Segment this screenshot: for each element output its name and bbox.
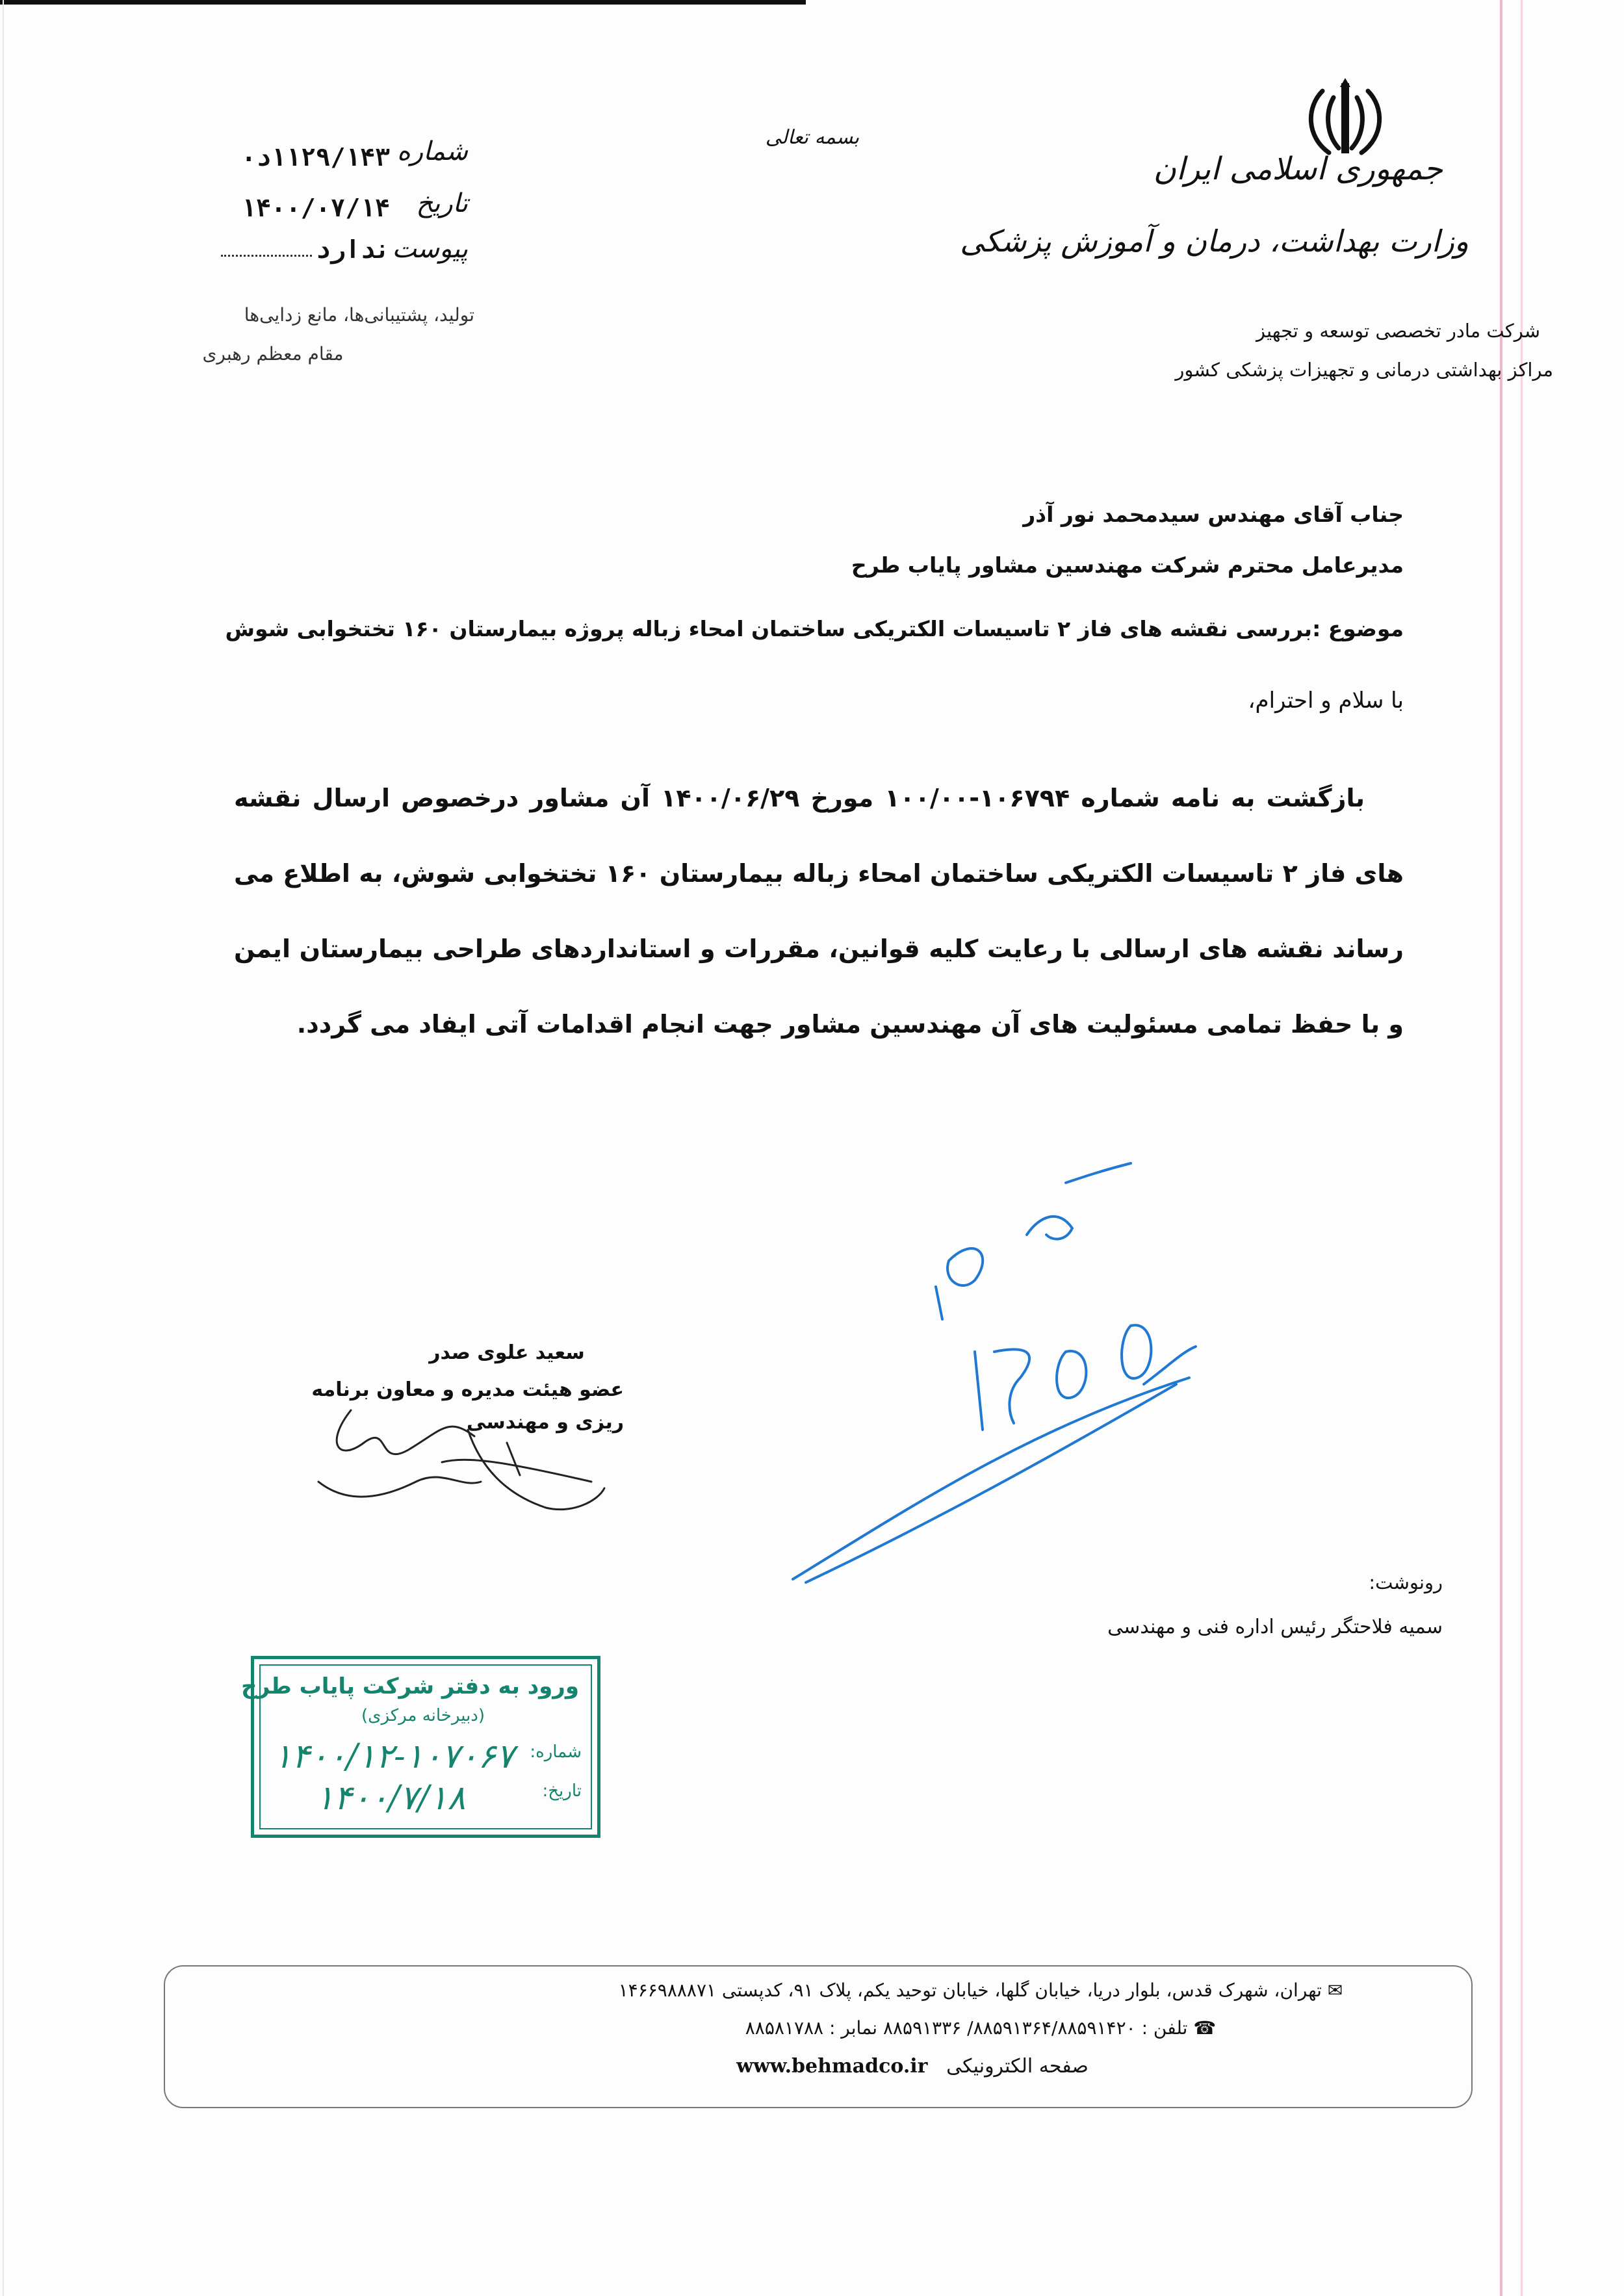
cc-label: رونوشت:: [1369, 1571, 1443, 1593]
letter-body: [234, 760, 1404, 1062]
handwritten-note-line-1: [927, 1248, 958, 1260]
envelope-icon: ✉: [1321, 1980, 1343, 2001]
date-label: تاریخ: [416, 188, 468, 218]
footer-phone: [568, 2017, 1393, 2039]
organization-line-1: شرکت مادر تخصصی توسعه و تجهیز: [1256, 320, 1540, 342]
scan-right-edge: [1500, 0, 1502, 2296]
cc-recipient: سمیه فلاحتگر رئیس اداره فنی و مهندسی: [1107, 1616, 1443, 1638]
iran-emblem-icon: [1293, 78, 1397, 162]
stamp-date-value: ۱۴۰۰/۷/۱۸: [315, 1779, 466, 1818]
letter-subject: موضوع :بررسی نقشه های فاز ۲ تاسیسات الکتریکی ساختمان امحاء زباله پروژه بیمارستان ۱۶۰ تختخوابی شوش: [225, 616, 1404, 641]
number-label: شماره: [396, 136, 468, 166]
scan-top-edge: [0, 0, 806, 5]
attachment-value: ندارد: [315, 235, 390, 264]
signatory-title: عضو هیئت مدیره و معاون برنامه ریزی و مهندسی: [311, 1378, 624, 1434]
stamp-number-label: شماره:: [530, 1742, 582, 1762]
addressee-title: مدیرعامل محترم شرکت مهندسین مشاور پایاب طرح: [851, 552, 1404, 578]
attachment-label: پیوست: [392, 234, 468, 264]
footer-web-label: صفحه الکترونیکی: [946, 2055, 1089, 2078]
stamp-subtitle: (دبیرخانه مرکزی): [361, 1706, 485, 1725]
signature-scribble: [312, 1391, 611, 1521]
scan-right-edge-2: [1521, 0, 1523, 2296]
handwritten-note-line-2: [897, 1248, 923, 1260]
body-paragraph: بازگشت به نامه شماره ۱۰۶۷۹۴-۱۰۰/۰۰ مورخ ۱۴۰۰/۰۶/۲۹ آن مشاور درخصوص ارسال نقشه های فاز ۲ تاسیسات الکتریکی ساختمان امحاء زباله بیمارستان ۱۶۰ تختخوابی شوش، به اطلاع می رساند نقشه های ارسالی با رعایت کلیه قوانین، مقررات و استانداردهای طراحی بیمارستان ایمن و با حفظ تمامی مسئولیت های آن مهندسین مشاور جهت انجام اقدامات آتی ایفاد می گردد.: [234, 784, 1404, 1038]
organization-line-2: مراکز بهداشتی درمانی و تجهیزات پزشکی کشور: [1175, 359, 1553, 381]
footer-web: [620, 2055, 1205, 2078]
letter-number: ۱۱۲۹/۱۴۳د۰: [241, 143, 390, 172]
attachment-dotted-line: [221, 255, 312, 257]
footer-phone-text: تلفن : ۸۸۵۹۱۳۶۴/۸۸۵۹۱۴۲۰/ ۸۸۵۹۱۳۳۶ نمابر : ۸۸۵۸۱۷۸۸: [745, 2017, 1188, 2039]
footer-address-text: تهران، شهرک قدس، بلوار دریا، خیابان گلها، خیابان توحید یکم، پلاک ۹۱، کدپستی ۱۴۶۶۹۸۸۸۷۱: [618, 1980, 1322, 2001]
stamp-date-label: تاریخ:: [542, 1781, 582, 1801]
footer-address: [529, 1980, 1432, 2001]
bismillah: بسمه تعالی: [765, 126, 860, 149]
footer-website-link[interactable]: www.behmadco.ir: [736, 2055, 928, 2078]
greeting: با سلام و احترام،: [1248, 688, 1404, 714]
scan-left-edge: [3, 0, 4, 2296]
receipt-stamp: [241, 1656, 600, 1838]
signatory-name: سعید علوی صدر: [429, 1341, 585, 1364]
handwritten-signature-blue: [780, 1157, 1209, 1599]
footer-box: [164, 1965, 1473, 2108]
slogan-line-2: مقام معظم رهبری: [202, 343, 344, 365]
letter-date: ۱۴۰۰/۰۷/۱۴: [241, 194, 390, 222]
phone-icon: ☎: [1187, 2017, 1217, 2039]
stamp-title: ورود به دفتر شرکت پایاب طرح: [241, 1673, 579, 1699]
ministry-line-1: جمهوری اسلامی ایران: [1153, 151, 1443, 187]
slogan-line-1: تولید، پشتیبانی‌ها، مانع زدایی‌ها: [244, 304, 474, 326]
addressee-name: جناب آقای مهندس سیدمحمد نور آذر: [1023, 502, 1404, 527]
ministry-line-2: وزارت بهداشت، درمان و آموزش پزشکی: [960, 224, 1469, 259]
stamp-number-value: ۱۴۰۰/۱۲-۱۰۷۰۶۷: [274, 1737, 515, 1776]
